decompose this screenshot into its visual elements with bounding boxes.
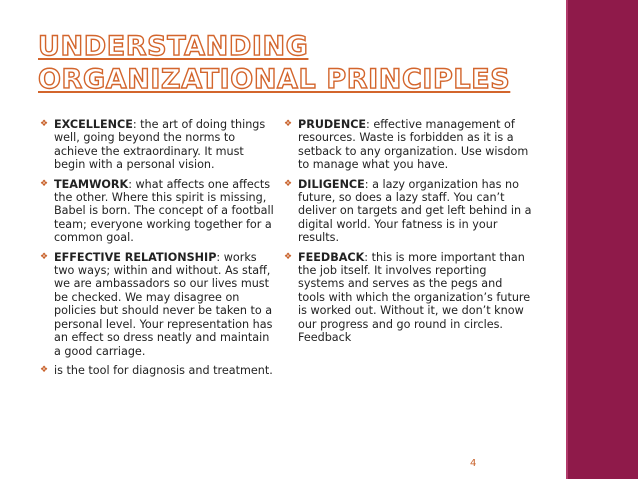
right-bullet-list bbox=[284, 118, 532, 345]
diamond-bullet-icon: ❖ bbox=[284, 251, 293, 262]
left-bullet-list bbox=[40, 118, 276, 377]
term-description: : this is more important than the job itself. It involves reporting systems and serves as the pegs and tools with which the organization’s future is worked out. Without it, we don’t know our progress and go round in circles. Feedback bbox=[298, 250, 531, 345]
term-description: : the art of doing things well, going beyond the norms to achieve the extraordinary. It must begin with a personal vision. bbox=[54, 118, 266, 172]
page-number: 4 bbox=[470, 458, 477, 469]
term-description: is the tool for diagnosis and treatment. bbox=[54, 363, 273, 377]
list-item bbox=[40, 118, 276, 172]
term-label: EXCELLENCE bbox=[54, 118, 133, 131]
list-item bbox=[40, 250, 276, 358]
diamond-bullet-icon: ❖ bbox=[284, 178, 293, 189]
diamond-bullet-icon: ❖ bbox=[40, 251, 49, 262]
left-column bbox=[40, 118, 276, 383]
list-item bbox=[284, 250, 532, 345]
slide-title: UNDERSTANDING ORGANIZATIONAL PRINCIPLES bbox=[38, 31, 511, 95]
term-description: : effective management of resources. Waste is forbidden as it is a setback to any organization. Use wisdom to manage what you have. bbox=[298, 118, 529, 172]
diamond-bullet-icon: ❖ bbox=[284, 119, 293, 129]
list-item bbox=[40, 363, 276, 377]
list-item bbox=[284, 118, 532, 172]
decorative-sidebar bbox=[566, 0, 638, 479]
term-description: : works two ways; within and without. As staff, we are ambassadors so our lives must be checked. We may disagree on policies but should never be taken to a personal level. Your representation has an effect so dress neatly and maintain a good carriage. bbox=[54, 250, 273, 358]
sidebar-edge-line bbox=[566, 0, 568, 479]
diamond-bullet-icon: ❖ bbox=[40, 364, 49, 375]
diamond-bullet-icon: ❖ bbox=[40, 119, 49, 129]
diamond-bullet-icon: ❖ bbox=[40, 178, 49, 189]
list-item bbox=[40, 177, 276, 245]
term-description: : a lazy organization has no future, so does a lazy staff. You can’t deliver on targets and get left behind in a digital world. Your fatness is in your results. bbox=[298, 177, 532, 245]
right-column bbox=[284, 118, 532, 351]
term-label: DILIGENCE bbox=[298, 177, 365, 191]
term-label: FEEDBACK bbox=[298, 250, 365, 264]
term-label: TEAMWORK bbox=[54, 177, 129, 191]
term-label: PRUDENCE bbox=[298, 118, 367, 131]
term-label: EFFECTIVE RELATIONSHIP bbox=[54, 250, 217, 264]
list-item bbox=[284, 177, 532, 245]
term-description: : what affects one affects the other. Where this spirit is missing, Babel is born. The concept of a football team; everyone working together for a common goal. bbox=[54, 177, 274, 245]
